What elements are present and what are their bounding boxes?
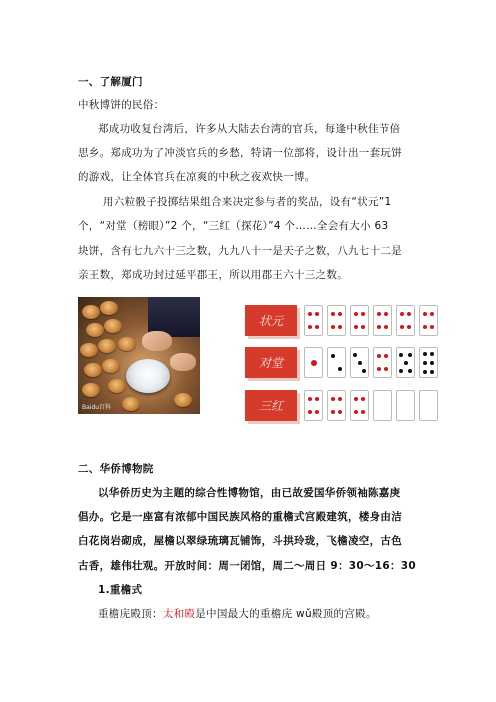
die-one: [304, 347, 323, 378]
section2-para1-line4: 古香，雄伟壮观。开放时间：周一闭馆，周二～周日 9：30～16：30: [78, 560, 416, 572]
dice-label-duitang: 对堂: [245, 347, 297, 378]
section1-heading: 一、了解厦门: [78, 76, 143, 88]
section1-para2-line2: 个，“对堂（榜眼）”2 个，“三红（探花）”4 个……全会有大小 63: [78, 220, 389, 232]
die-four: [304, 390, 323, 421]
section2-para1-line1: 以华侨历史为主题的综合性博物馆，由已故爱国华侨领袖陈嘉庚: [98, 487, 401, 499]
section1-para1-line2: 思乡。郑成功为了冲淡官兵的乡愁，特请一位部将，设计出一套玩饼: [78, 147, 402, 159]
die-two: [327, 347, 346, 378]
item1-text-suffix: 是中国最大的重檐庑 wǔ殿顶的宫殿。: [195, 608, 377, 620]
item1-heading: 1.重檐式: [98, 584, 143, 596]
die-blank: [396, 390, 415, 421]
mooncake-photo: [78, 297, 200, 414]
die-four: [396, 305, 415, 336]
section1-para1-line1: 郑成功收复台湾后，许多从大陆去台湾的官兵，每逢中秋佳节倍: [98, 123, 401, 135]
item1-text-prefix: 重檐庑殿顶：: [98, 608, 163, 620]
section1-para2-line3: 块饼，含有七九六十三之数，九九八十一是天子之数，八九七十二是: [78, 245, 402, 257]
die-blank: [373, 390, 392, 421]
die-blank: [419, 390, 438, 421]
die-four: [350, 305, 369, 336]
die-six: [419, 347, 438, 378]
section2-para1-line3: 白花岗岩砌成，屋檐以翠绿琉璃瓦铺饰，斗拱玲珑，飞檐凌空，古色: [78, 535, 402, 547]
section2-heading: 二、华侨博物院: [78, 463, 154, 475]
section1-para1-line3: 的游戏，让全体官兵在凉爽的中秋之夜欢快一博。: [78, 171, 316, 183]
die-four: [327, 390, 346, 421]
die-four: [327, 305, 346, 336]
die-three: [350, 347, 369, 378]
section2-para1-line2: 倡办。它是一座富有浓郁中国民族风格的重檐式宫殿建筑，楼身由洁: [78, 511, 402, 523]
die-four: [419, 305, 438, 336]
die-five: [396, 347, 415, 378]
section1-para2-line4: 亲王数，郑成功封过延平郡王，所以用郡王六十三之数。: [78, 269, 348, 281]
item1-text: [98, 607, 377, 621]
die-four: [304, 305, 323, 336]
die-four: [373, 305, 392, 336]
die-four: [350, 390, 369, 421]
dice-label-zhuangyuan: 状元: [245, 305, 297, 336]
item1-highlight: 太和殿: [162, 608, 196, 620]
section1-subheading: 中秋博饼的民俗：: [78, 99, 165, 111]
dice-label-sanhong: 三红: [245, 390, 297, 421]
die-four: [373, 347, 392, 378]
photo-watermark: Baidu百科: [82, 404, 112, 411]
section1-para2-line1: 用六粒骰子投掷结果组合来决定参与者的奖品，设有“状元”1: [103, 196, 392, 208]
